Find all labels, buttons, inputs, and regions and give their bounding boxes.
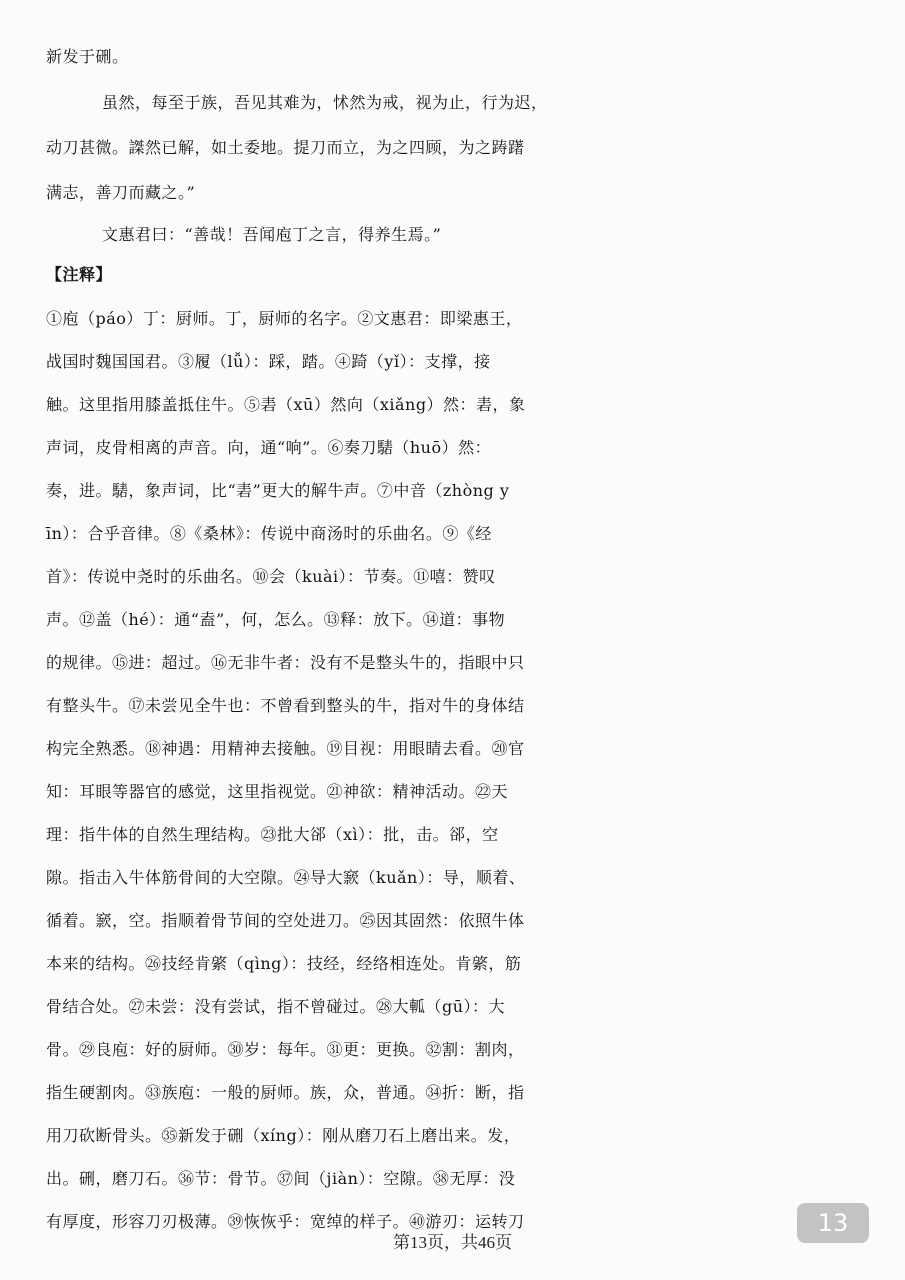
- note-line: īn）：合乎音律。⑧《桑林》：传说中商汤时的乐曲名。⑨《经: [46, 524, 492, 543]
- note-line: 知：耳眼等器官的感觉，这里指视觉。㉑神欲：精神活动。㉒天: [46, 782, 509, 801]
- note-line: 奏，进。騞，象声词，比“砉”更大的解牛声。⑦中音（zhòng y: [46, 481, 510, 500]
- paragraph-line: 满志，善刀而藏之。”: [46, 183, 196, 202]
- note-line: 骨结合处。㉗未尝：没有尝试，指不曾碰过。㉘大軱（gū）：大: [46, 997, 506, 1016]
- text-line: 新发于硎。: [46, 47, 129, 66]
- note-line: 循着。窾，空。指顺着骨节间的空处进刀。㉕因其固然：依照牛体: [46, 911, 525, 930]
- note-line: 首》：传说中尧时的乐曲名。⑩会（kuài）：节奏。⑪嘻：赞叹: [46, 567, 496, 586]
- page-footer: 第13页，共46页: [393, 1233, 512, 1252]
- notes-heading: 【注释】: [46, 265, 113, 284]
- note-line: ①庖（páo）丁：厨师。丁，厨师的名字。②文惠君：即梁惠王，: [46, 309, 523, 328]
- paragraph-line: 动刀甚微。謋然已解，如土委地。提刀而立，为之四顾，为之踌躇: [46, 138, 525, 157]
- note-line: 有整头牛。⑰未尝见全牛也：不曾看到整头的牛，指对牛的身体结: [46, 696, 525, 715]
- note-line: 理：指牛体的自然生理结构。㉓批大郤（xì）：批，击。郤，空: [46, 825, 499, 844]
- note-line: 触。这里指用膝盖抵住牛。⑤砉（xū）然向（xiǎng）然：砉，象: [46, 395, 526, 414]
- note-line: 出。硎，磨刀石。㊱节：骨节。㊲间（jiàn）：空隙。㊳无厚：没: [46, 1169, 516, 1188]
- paragraph-line: 虽然，每至于族，吾见其难为，怵然为戒，视为止，行为迟，: [102, 93, 548, 112]
- note-line: 声词，皮骨相离的声音。向，通“响”。⑥奏刀騞（huō）然：: [46, 438, 492, 457]
- note-line: 有厚度，形容刀刃极薄。㊴恢恢乎：宽绰的样子。㊵游刃：运转刀: [46, 1212, 525, 1231]
- note-line: 声。⑫盖（hé）：通“盍”，何，怎么。⑬释：放下。⑭道：事物: [46, 610, 506, 629]
- note-line: 本来的结构。㉖技经肯綮（qìng）：技经，经络相连处。肯綮，筋: [46, 954, 522, 973]
- dialogue-line: 文惠君曰：“善哉！吾闻庖丁之言，得养生焉。”: [102, 225, 442, 244]
- note-line: 构完全熟悉。⑱神遇：用精神去接触。⑲目视：用眼睛去看。⑳官: [46, 739, 525, 758]
- page-number-badge[interactable]: 13: [797, 1203, 869, 1243]
- note-line: 指生硬割肉。㉝族庖：一般的厨师。族，众，普通。㉞折：断，指: [46, 1083, 525, 1102]
- note-line: 隙。指击入牛体筋骨间的大空隙。㉔导大窾（kuǎn）：导，顺着、: [46, 868, 526, 887]
- note-line: 战国时魏国国君。③履（lǚ）：踩，踏。④踦（yǐ）：支撑，接: [46, 352, 491, 371]
- note-line: 的规律。⑮进：超过。⑯无非牛者：没有不是整头牛的，指眼中只: [46, 653, 525, 672]
- note-line: 用刀砍断骨头。㉟新发于硎（xíng）：刚从磨刀石上磨出来。发，: [46, 1126, 521, 1145]
- note-line: 骨。㉙良庖：好的厨师。㉚岁：每年。㉛更：更换。㉜割：割肉，: [46, 1040, 525, 1059]
